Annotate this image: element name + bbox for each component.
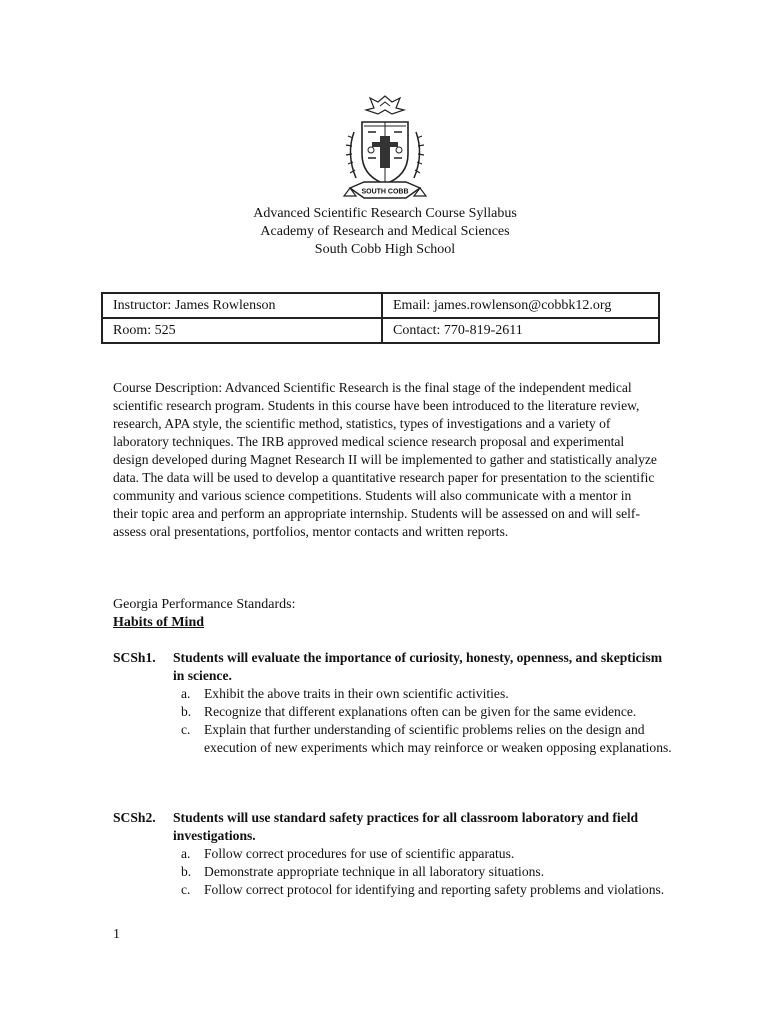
school-seal-logo bbox=[340, 92, 430, 204]
room-cell: Room: 525 bbox=[102, 318, 382, 343]
contact-cell: Contact: 770-819-2611 bbox=[382, 318, 659, 343]
syllabus-title: Advanced Scientific Research Course Syllabus bbox=[253, 206, 517, 221]
list-text: Demonstrate appropriate technique in all laboratory situations. bbox=[204, 864, 545, 879]
list-text: Follow correct procedures for use of scientific apparatus. bbox=[204, 846, 515, 861]
instructor-cell: Instructor: James Rowlenson bbox=[102, 293, 382, 318]
instructor-info-table bbox=[101, 292, 660, 344]
course-description: Course Description: Advanced Scientific Research is the final stage of the independent medical scientific research program. Students in this course have been introduced to the literature review, research, APA style, the scientific method, statistics, types of investigations and a variety of laboratory techniques. The IRB approved medical science research proposal and experimental design developed during Magnet Research II will be implemented to gather and statistically analyze data. The data will be used to develop a quantitative research paper for presentation to the scientific community and various science competitions. Students will also communicate with a mentor in their topic area and perform an appropriate internship. Students will be assessed on and will self-assess oral presentations, portfolios, mentor contacts and written reports. bbox=[113, 380, 657, 539]
list-letter: b. bbox=[181, 864, 192, 879]
list-letter: a. bbox=[181, 846, 191, 861]
email-cell: Email: james.rowlenson@cobbk12.org bbox=[382, 293, 659, 318]
standards-header bbox=[113, 596, 295, 632]
list-letter: c. bbox=[181, 882, 191, 897]
page-number: 1 bbox=[113, 927, 120, 942]
list-text: Follow correct protocol for identifying and reporting safety problems and violations. bbox=[204, 882, 665, 897]
standard-subitems bbox=[113, 685, 673, 757]
standard-title: Students will evaluate the importance of curiosity, honesty, openness, and skepticism in science. bbox=[173, 650, 663, 683]
list-text: Recognize that different explanations often can be given for the same evidence. bbox=[204, 704, 637, 719]
list-text: Explain that further understanding of scientific problems relies on the design and execution of new experiments which may reinforce or weaken opposing explanations. bbox=[204, 722, 672, 755]
list-item bbox=[181, 721, 673, 757]
academy-name: Academy of Research and Medical Sciences bbox=[260, 224, 510, 239]
table-row bbox=[102, 293, 659, 318]
list-text: Exhibit the above traits in their own scientific activities. bbox=[204, 686, 509, 701]
standard-code: SCSh2. bbox=[113, 810, 156, 825]
standard-scsh2 bbox=[113, 809, 673, 899]
school-name: South Cobb High School bbox=[314, 242, 456, 257]
list-item bbox=[181, 881, 673, 899]
standard-subitems bbox=[113, 845, 673, 899]
list-letter: c. bbox=[181, 722, 191, 737]
seal-ribbon-text: SOUTH COBB bbox=[361, 188, 409, 196]
habits-of-mind-heading: Habits of Mind bbox=[113, 615, 205, 630]
standard-title: Students will use standard safety practices for all classroom laboratory and field investigations. bbox=[173, 810, 639, 843]
standards-intro: Georgia Performance Standards: bbox=[113, 597, 296, 612]
list-item bbox=[181, 845, 673, 863]
standard-code: SCSh1. bbox=[113, 650, 156, 665]
list-letter: a. bbox=[181, 686, 191, 701]
list-item bbox=[181, 703, 673, 721]
standard-scsh1 bbox=[113, 649, 673, 757]
list-item bbox=[181, 685, 673, 703]
table-row bbox=[102, 318, 659, 343]
document-header bbox=[0, 205, 770, 259]
list-item bbox=[181, 863, 673, 881]
list-letter: b. bbox=[181, 704, 192, 719]
